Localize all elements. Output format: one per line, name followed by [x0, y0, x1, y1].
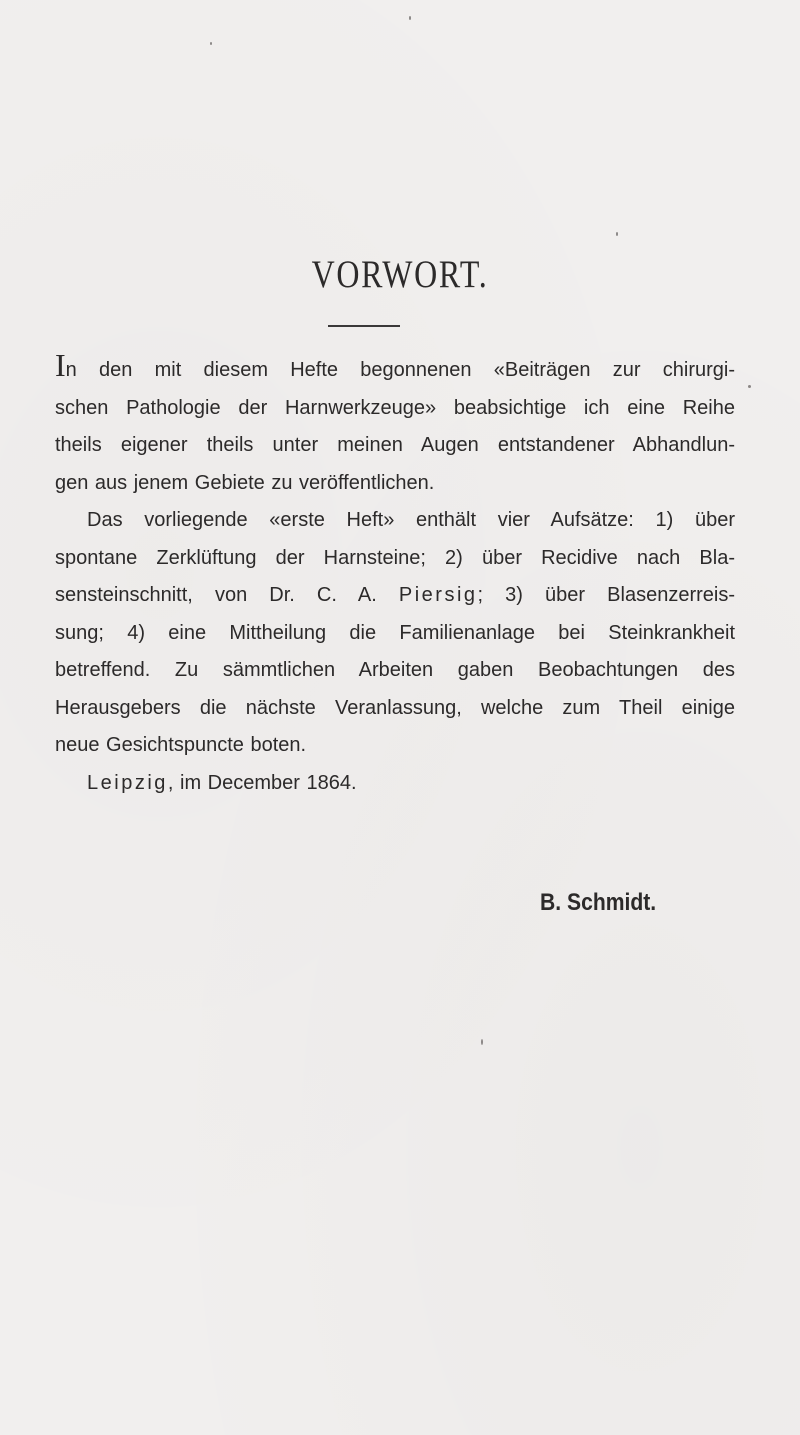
place-name: Leipzig	[87, 771, 168, 794]
text-line	[55, 577, 735, 615]
dateline	[55, 765, 735, 803]
signature: B. Schmidt.	[540, 889, 657, 916]
text-line	[55, 347, 735, 390]
text-line	[55, 765, 735, 803]
paper-speck	[481, 1039, 483, 1045]
text-line: schen Pathologie der Harnwerkzeuge» beabsichtige ich eine Reihe	[55, 396, 735, 419]
line-text: n den mit diesem Hefte begonnenen «Beiträgen zur chirurgi-	[65, 359, 735, 381]
drop-cap: I	[55, 347, 66, 383]
paper-speck	[210, 42, 212, 45]
text-line: Herausgebers die nächste Veranlassung, welche zum Theil einige	[55, 696, 735, 719]
text-line: neue Gesichtspuncte boten.	[55, 734, 307, 756]
text-line: betreffend. Zu sämmtlichen Arbeiten gaben Beobachtungen des	[55, 659, 735, 681]
text-line: sung; 4) eine Mittheilung die Familienanlage bei Steinkrankheit	[55, 621, 735, 644]
text-line: theils eigener theils unter meinen Augen entstandener Abhandlun-	[55, 434, 735, 456]
paper-speck	[409, 16, 411, 20]
paper-speck	[616, 232, 618, 236]
author-name: Piersig	[398, 584, 478, 606]
paragraph-2	[55, 502, 735, 765]
text-line: spontane Zerklüftung der Harnsteine; 2) über Recidive nach Bla-	[55, 546, 735, 569]
paper-speck	[748, 385, 751, 388]
text-line: gen aus jenem Gebiete zu veröffentlichen.	[55, 471, 435, 494]
date-text: , im December 1864.	[167, 771, 357, 794]
title-rule	[328, 325, 400, 327]
text-line: Das vorliegende «erste Heft» enthält vier Aufsätze: 1) über	[87, 509, 735, 531]
line-text: ; 3) über Blasenzerreis-	[477, 584, 735, 606]
page-title: VORWORT.	[311, 253, 489, 296]
line-text: sensteinschnitt, von Dr. C. A.	[55, 584, 399, 606]
preface-body	[55, 347, 735, 802]
paragraph-1	[55, 347, 735, 502]
